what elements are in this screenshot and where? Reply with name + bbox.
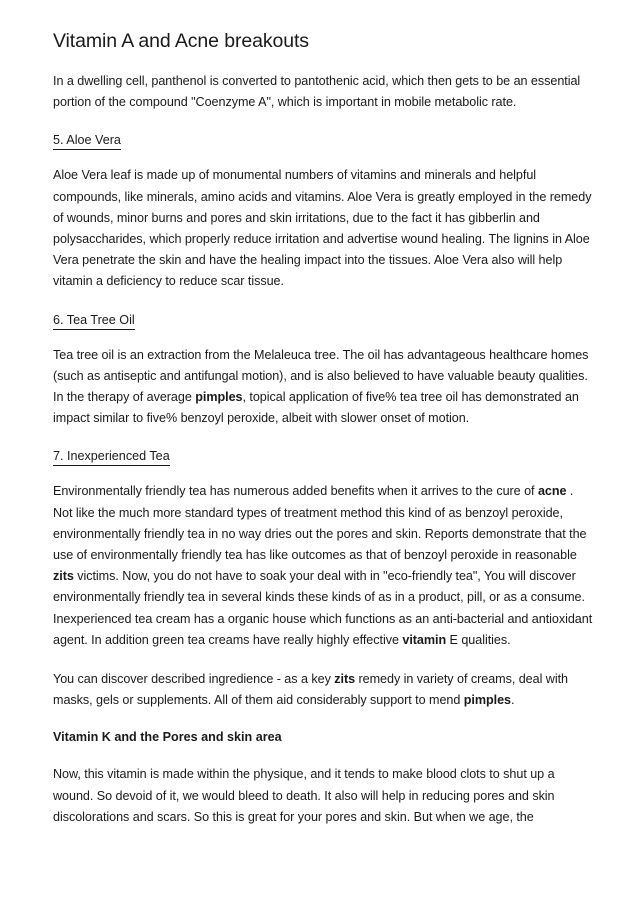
intro-paragraph: In a dwelling cell, panthenol is converted to pantothenic acid, which then gets to be an essential portion of the compound "Coenzyme A", which is important in mobile metabolic rate. — [53, 74, 581, 110]
green-tea-paragraph: Environmentally friendly tea has numerous added benefits when it arrives to the cure of acne . Not like the much more standard types of treatment method this kind of as benzoyl peroxide, environmentally friendly tea in no way dries out the pores and skin. Reports demonstrate that the use of environmentally friendly tea has like outcomes as that of benzoyl peroxide in reasonable zits victims. Now, you do not have to soak your deal with in "eco-friendly tea", You will discover environmentally friendly tea in several kinds these kinds of as in a product, pill, or as a consume. Inexperienced tea cream has a organic house which functions as an anti-bacterial and antioxidant agent. In addition green tea creams have really highly effective vitamin E qualities. — [53, 484, 593, 647]
tea-tree-oil-heading: 6. Tea Tree Oil — [53, 312, 135, 330]
green-tea-heading: 7. Inexperienced Tea — [53, 448, 170, 466]
article-title: Vitamin A and Acne breakouts — [53, 30, 309, 52]
keyword-vitamin: vitamin — [402, 632, 447, 647]
aloe-vera-paragraph: Aloe Vera leaf is made up of monumental numbers of vitamins and minerals and helpful compounds, like minerals, amino acids and vitamins. Aloe Vera is greatly employed in the remedy of wounds, minor burns and pores and skin irritations, due to the fact it has gibberlin and polysaccharides, which properly reduce irritation and advertise wound healing. The lignins in Aloe Vera penetrate the skin and have the healing impact into the tissues. Aloe Vera also will help vitamin a deficiency to reduce scar tissue. — [53, 168, 592, 289]
vitamin-k-heading: Vitamin K and the Pores and skin area — [53, 730, 282, 745]
keyword-zits: zits — [53, 569, 74, 584]
keyword-zits: zits — [334, 672, 356, 687]
aloe-vera-heading-wrap — [53, 131, 593, 165]
keyword-pimples: pimples — [463, 693, 512, 708]
keyword-acne: acne — [537, 484, 567, 499]
tea-tree-oil-heading-wrap — [53, 311, 593, 345]
vitamin-k-paragraph: Now, this vitamin is made within the physique, and it tends to make blood clots to shut up a wound. So devoid of it, we would bleed to death. It also will help in reducing pores and skin discolorations and scars. So this is great for your pores and skin. But when we age, the — [53, 767, 555, 824]
keyword-pimples: pimples — [195, 390, 243, 405]
aloe-vera-heading: 5. Aloe Vera — [53, 132, 121, 150]
ingredient-paragraph: You can discover described ingredience - as a key zits remedy in variety of creams, deal with masks, gels or supplements. All of them aid considerably support to mend pimples. — [53, 672, 568, 708]
article-body — [53, 30, 593, 846]
tea-tree-oil-paragraph: Tea tree oil is an extraction from the Melaleuca tree. The oil has advantageous healthcare homes (such as antiseptic and antifungal motion), and is also believed to have valuable beauty qualities. In the therapy of average pimples, topical application of five% tea tree oil has demonstrated an impact similar to five% benzoyl peroxide, albeit with slower onset of motion. — [53, 347, 589, 426]
green-tea-heading-wrap — [53, 447, 593, 481]
